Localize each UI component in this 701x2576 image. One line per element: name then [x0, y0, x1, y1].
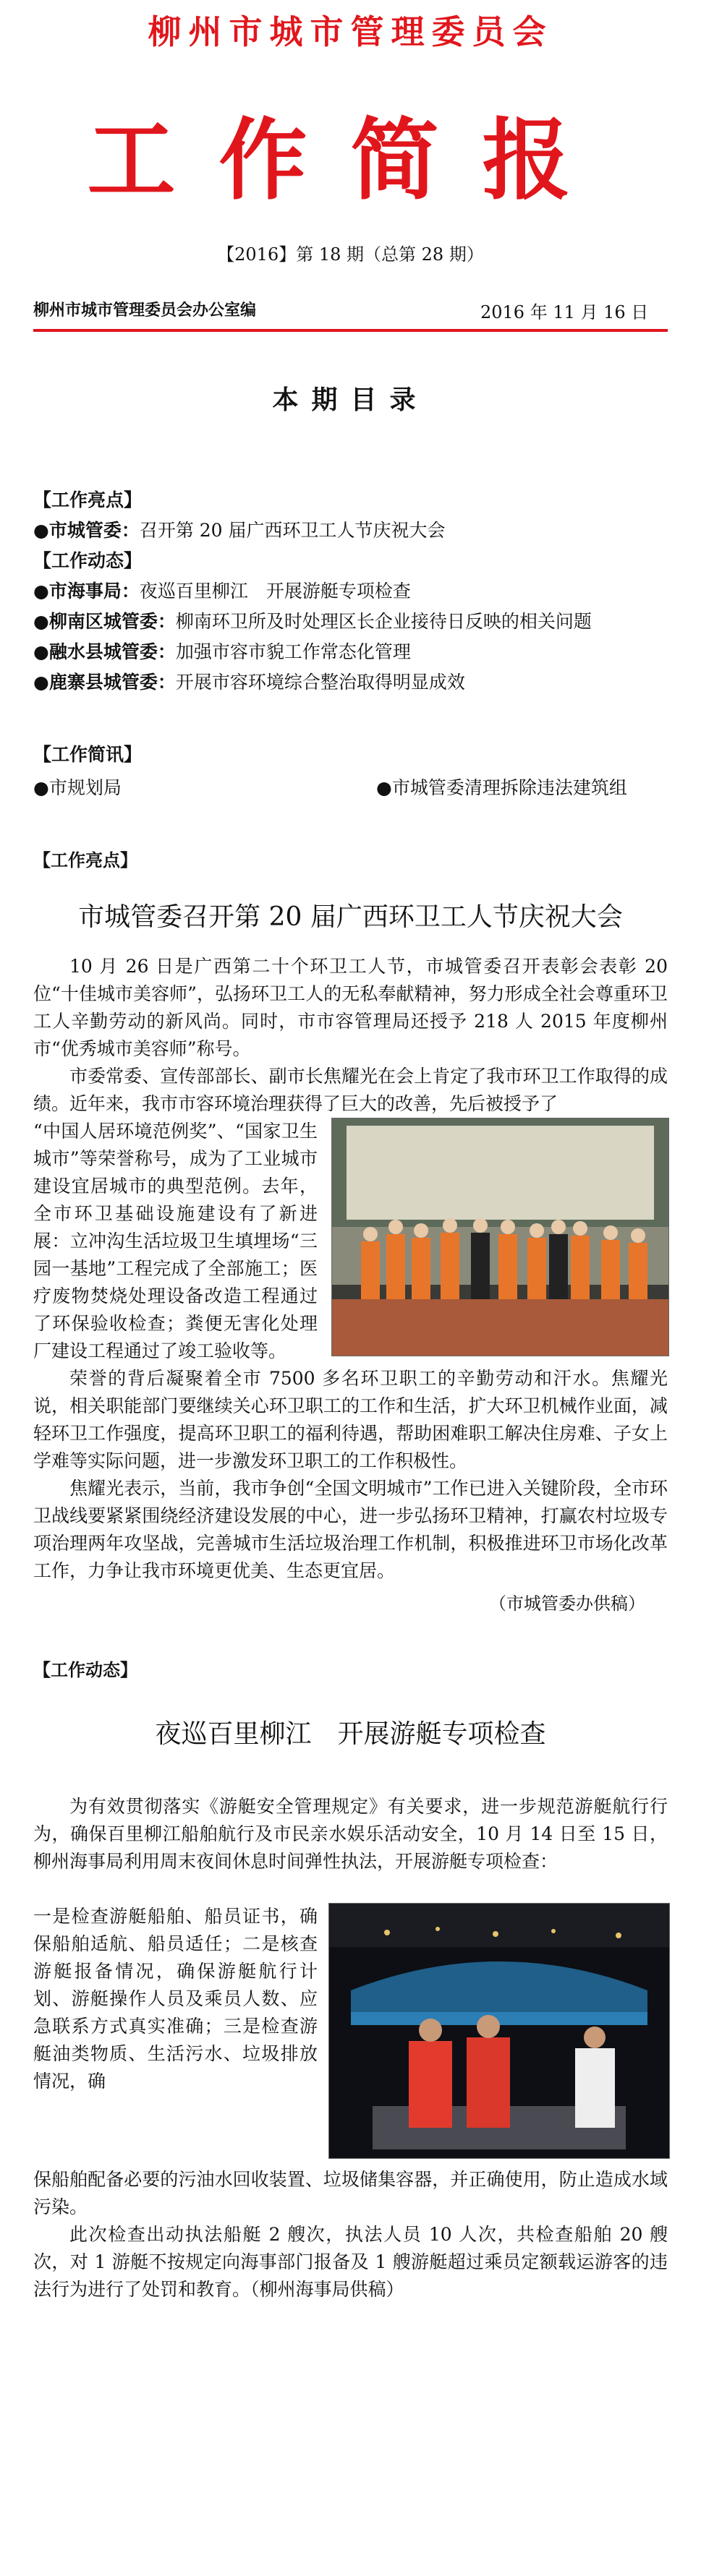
toc-item-org: ●柳南区城管委：	[33, 611, 176, 632]
toc-item-title: 柳南环卫所及时处理区长企业接待日反映的相关问题	[175, 611, 592, 632]
article-paragraph: 市委常委、宣传部部长、副市长焦耀光在会上肯定了我市环卫工作取得的成绩。近年来，我市市容环境治理获得了巨大的改善，先后被授予了	[33, 1066, 668, 1114]
award-ceremony-photo	[331, 1118, 669, 1356]
org-title: 柳州市城市管理委员会	[148, 12, 553, 51]
article-source: （市城管委办供稿）	[489, 1593, 645, 1614]
toc-item-org: ●鹿寨县城管委：	[33, 672, 176, 693]
toc-item-title: 加强市容市貌工作常态化管理	[175, 641, 411, 662]
toc-brief-item[interactable]: ●市城管委清理拆除违法建筑组	[376, 777, 627, 798]
toc-section-header: 【工作动态】	[33, 550, 143, 571]
editor-line: 柳州市城市管理委员会办公室编	[33, 301, 257, 320]
toc-item-title: 开展市容环境综合整治取得明显成效	[175, 672, 465, 693]
toc-title: 本期目录	[272, 385, 429, 415]
article-paragraph: 10 月 26 日是广西第二十个环卫工人节，市城管委召开表彰会表彰 20 位“十佳城市美容师”，弘扬环卫工人的无私奉献精神，努力形成全社会尊重环卫工人辛勤劳动的新风尚。同时，市市容管理局还授予 218 人 2015 年度柳州市“优秀城市美容师”称号。	[33, 956, 668, 1059]
brief-title: 工作简报	[87, 108, 614, 212]
article-paragraph: 为有效贯彻落实《游艇安全管理规定》有关要求，进一步规范游艇航行行为，确保百里柳江船舶航行及市民亲水娱乐活动安全，10 月 14 日至 15 日，柳州海事局利用周末夜间休息时间弹性执法，开展游艇专项检查：	[33, 1796, 668, 1872]
toc-brief-item[interactable]: ●市规划局	[33, 777, 122, 798]
header-divider	[33, 329, 668, 332]
article-section-label: 【工作动态】	[33, 1659, 137, 1680]
article-paragraph: 保船舶配备必要的污油水回收装置、垃圾储集容器，并正确使用，防止造成水域污染。	[33, 2169, 668, 2217]
article-paragraph: 一是检查游艇船舶、船员证书，确保船舶适航、船员适任；二是核查游艇报备情况，确保游艇航行计划、游艇操作人员及乘员人数、应急联系方式真实准确；三是检查游艇油类物质、生活污水、垃圾排放情况，确	[33, 1906, 318, 2092]
toc-item[interactable]	[33, 516, 446, 542]
toc-item-org: ●融水县城管委：	[33, 641, 176, 662]
toc-section-header: 【工作简讯】	[33, 744, 143, 765]
toc-item[interactable]	[33, 607, 592, 633]
article-paragraph: 焦耀光表示，当前，我市争创“全国文明城市”工作已进入关键阶段，全市环卫战线要紧紧围绕经济建设发展的中心，进一步弘扬环卫精神，打赢农村垃圾专项治理两年攻坚战，完善城市生活垃圾治理工作机制，积极推进环卫市场化改革工作，力争让我市环境更优美、生态更宜居。	[33, 1478, 668, 1581]
toc-item[interactable]	[33, 638, 411, 664]
toc-item[interactable]	[33, 668, 465, 694]
toc-item-title: 夜巡百里柳江 开展游艇专项检查	[139, 581, 411, 602]
article-section-label: 【工作亮点】	[33, 850, 137, 870]
article-title: 市城管委召开第 20 届广西环卫工人节庆祝大会	[78, 902, 623, 932]
article-paragraph: “中国人居环境范例奖”、“国家卫生城市”等荣誉称号，成为了工业城市建设宜居城市的典型范例。去年，全市环卫基础设施建设有了新进展：立冲沟生活垃圾卫生填埋场“三园一基地”工程完成了全部施工；医疗废物焚烧处理设备改造工程通过了环保验收检查；粪便无害化处理厂建设工程通过了竣工验收等。	[33, 1121, 318, 1361]
issue-number: 【2016】第 18 期（总第 28 期）	[217, 244, 484, 265]
toc-section-header: 【工作亮点】	[33, 489, 143, 510]
toc-item[interactable]	[33, 577, 411, 603]
article-title: 夜巡百里柳江 开展游艇专项检查	[155, 1719, 546, 1749]
toc-item-org: ●市海事局：	[33, 581, 140, 602]
toc-item-title: 召开第 20 届广西环卫工人节庆祝大会	[139, 520, 446, 541]
article-paragraph: 荣誉的背后凝聚着全市 7500 多名环卫职工的辛勤劳动和汗水。焦耀光说，相关职能部门要继续关心环卫职工的工作和生活，扩大环卫机械作业面，减轻环卫工作强度，提高环卫职工的福利待遇，帮助困难职工解决住房难、子女上学难等实际问题，进一步激发环卫职工的工作积极性。	[33, 1368, 668, 1471]
article-paragraph: 此次检查出动执法船艇 2 艘次，执法人员 10 人次，共检查船舶 20 艘次，对 1 游艇不按规定向海事部门报备及 1 艘游艇超过乘员定额载运游客的违法行为进行了处罚和教育。（柳州海事局供稿）	[33, 2224, 668, 2300]
issue-date: 2016 年 11 月 16 日	[480, 302, 649, 322]
toc-item-org: ●市城管委：	[33, 520, 140, 541]
patrol-boat-photo	[328, 1903, 670, 2159]
